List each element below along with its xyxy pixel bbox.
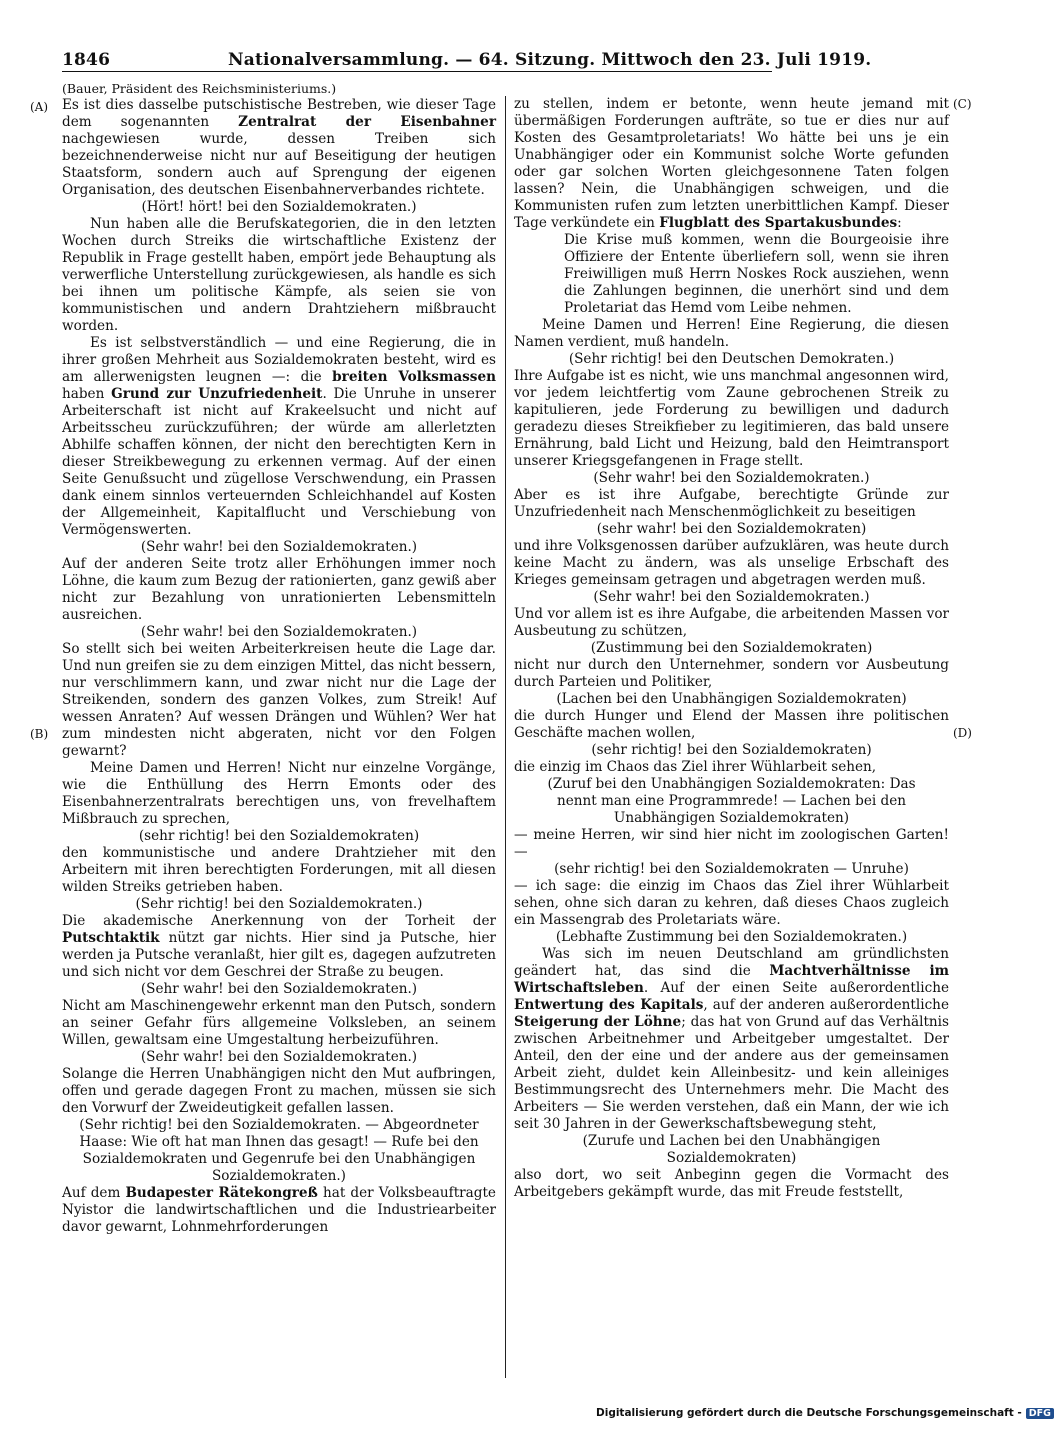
paragraph: Was sich im neuen Deutschland am gründlichsten geändert hat, das sind die Machtverhältnisse im Wirtschaftsleben. Auf der einen Seite außerordentliche Entwertung des Kapitals, auf der anderen außerordentliche Steigerung der Löhne; das hat von Grund auf das Verhältnis zwischen Arbeitnehmer und Arbeitgeber umgestaltet. Der Anteil, den der eine und der andere aus der gemeinsamen Arbeit zieht, duldet kein Alleinbesitz- und kein alleiniges Bestimmungsrecht des Unternehmers mehr. Die Macht des Arbeiters — Sie werden verstehen, daß ein Mann, der wie ich seit 30 Jahren in der Gewerkschaftsbewegung steht, [514,946,949,1132]
interjection: (Sehr wahr! bei den Sozialdemokraten.) [140,1049,418,1065]
paragraph: Es ist dies dasselbe putschistische Bestreben, wie dieser Tage dem sogenannten Zentralrat der Eisenbahner nachgewiesen wurde, dessen Treiben sich bezeichnenderweise nicht nur auf Beseitigung der heutigen Staatsform, sondern auch auf Sprengung der eigenen Organisation, des deutschen Eisenbahnerverbandes richtete. [62,97,496,198]
interjection: (Zurufe und Lachen bei den Unabhängigen Sozialdemokraten) [582,1133,881,1166]
paragraph: Meine Damen und Herren! Nicht nur einzelne Vorgänge, wie die Enthüllung des Herrn Emonts oder des Eisenbahnerzentralrats berechtigen uns, von frevelhaftem Mißbrauch zu sprechen, [62,760,496,827]
paragraph: Nun haben alle die Berufskategorien, die in den letzten Wochen durch Streiks die wirtschaftliche Existenz der Republik in Frage gestellt haben, empört jede Behauptung als verwerfliche Unterstellung zurückgewiesen, als handle es sich bei ihnen um politische Kämpfe, als seien sie von kommunistischen und andern Drahtziehern mißbraucht worden. [62,216,496,334]
interjection: (Sehr richtig! bei den Deutschen Demokraten.) [568,351,895,367]
paragraph: So stellt sich bei weiten Arbeiterkreisen heute die Lage dar. Und nun greifen sie zu dem einzigen Mittel, das nicht bessern, nur verschlimmern kann, und zwar nicht nur die Lage der Streikenden, sondern des ganzen Volkes, zum Streik! Auf wessen Anraten? Auf wessen Drängen und Wühlen? Wer hat zum mindesten nicht abgeraten, nicht vor den Folgen gewarnt? [62,641,496,759]
interjection: (Sehr richtig! bei den Sozialdemokraten.) [135,896,423,912]
paragraph: — meine Herren, wir sind hier nicht im zoologischen Garten! — [514,827,949,860]
header-rule [62,71,772,72]
dfg-logo: DFG [1026,1408,1054,1419]
paragraph: Die akademische Anerkennung von der Torheit der Putschtaktik nützt gar nichts. Hier sind ja Putsche, hier werden ja Putsche veranlaßt, hier gilt es, dagegen aufzutreten und sich nicht vor dem Geschrei der Straße zu beugen. [62,913,496,980]
paragraph: Es ist selbstverständlich — und eine Regierung, die in ihrer großen Mehrheit aus Sozialdemokraten besteht, wird es am allerwenigsten leugnen —: die breiten Volksmassen haben Grund zur Unzufriedenheit. Die Unruhe in unserer Arbeiterschaft ist nicht auf Krakeelsucht und nicht auf Arbeitsscheu zurückzuführen; der würde am allerletzten Abhilfe schaffen können, der nicht den berechtigten Kern in dieser Streikbewegung zu erkennen vermag. Auf der einen Seite Genußsucht und zügellose Verschwendung, ein Prassen dank einem sinnlos verteuernden Schleichhandel auf Kosten der Allgemeinheit, Kapitalflucht und Verschiebung von Vermögenswerten. [62,335,496,538]
interjection: (Zuruf bei den Unabhängigen Sozialdemokraten: Das nennt man eine Programmrede! — Lachen bei den Unabhängigen Sozialdemokraten) [547,776,916,826]
paragraph: Aber es ist ihre Aufgabe, berechtigte Gründe zur Unzufriedenheit nach Menschenmöglichkeit zu beseitigen [514,487,949,520]
left-column [62,80,496,1236]
speaker-note: (Bauer, Präsident des Reichsministeriums.) [62,81,337,96]
interjection: (Sehr wahr! bei den Sozialdemokraten.) [140,624,418,640]
paragraph: also dort, wo seit Anbeginn gegen die Vormacht des Arbeitgebers gekämpft wurde, das mit Freude feststellt, [514,1167,949,1200]
paragraph: Meine Damen und Herren! Eine Regierung, die diesen Namen verdient, muß handeln. [514,317,949,350]
paragraph: zu stellen, indem er betonte, wenn heute jemand mit übermäßigen Forderungen aufträte, so tue er dies nur auf Kosten des Gesamtproletariats! Wo hätte bei uns je ein Unabhängiger oder ein Kommunist solche Worte gefunden oder gar solchen Worten gleichgesonnene Taten folgen lassen? Nein, die Unabhängigen schweigen, und die Kommunisten rufen zum letzten unerbittlichen Kampf. Dieser Tage verkündete ein Flugblatt des Spartakusbundes: [514,96,949,231]
margin-mark-a: (A) [30,100,49,114]
interjection: (Zustimmung bei den Sozialdemokraten) [590,640,873,656]
margin-mark-d: (D) [953,726,972,740]
paragraph: Auf der anderen Seite trotz aller Erhöhungen immer noch Löhne, die kaum zum Bezug der rationierten, ganz gewiß aber nicht zur Bezahlung von unrationierten Lebensmitteln ausreichen. [62,556,496,623]
footer-text: Digitalisierung gefördert durch die Deutsche Forschungsgemeinschaft - [596,1407,1022,1419]
paragraph: Solange die Herren Unabhängigen nicht den Mut aufbringen, offen und gerade dagegen Front zu machen, müssen sie sich den Vorwurf der Zweideutigkeit gefallen lassen. [62,1066,496,1116]
interjection: (Lebhafte Zustimmung bei den Sozialdemokraten.) [555,929,908,945]
interjection: (Sehr wahr! bei den Sozialdemokraten.) [593,589,870,605]
paragraph: die durch Hunger und Elend der Massen ihre politischen Geschäfte machen wollen, [514,708,949,741]
interjection: (sehr richtig! bei den Sozialdemokraten) [591,742,872,758]
paragraph: und ihre Volksgenossen darüber aufzuklären, was heute durch keine Macht zu ändern, was als unselige Erbschaft des Krieges gemeinsam getragen und abgetragen werden muß. [514,538,949,588]
paragraph: Auf dem Budapester Rätekongreß hat der Volksbeauftragte Nyistor die landwirtschaftlichen und die Industriearbeiter davor gewarnt, Lohnmehrforderungen [62,1185,496,1235]
interjection: (sehr richtig! bei den Sozialdemokraten) [138,828,420,844]
margin-mark-b: (B) [30,727,49,741]
interjection: (Sehr wahr! bei den Sozialdemokraten.) [140,981,418,997]
paragraph: — ich sage: die einzig im Chaos das Ziel ihrer Wühlarbeit sehen, ohne sich daran zu kehren, daß dieses Chaos zugleich ein Massengrab des Proletariats wäre. [514,878,949,928]
interjection: (sehr richtig! bei den Sozialdemokraten — Unruhe) [554,861,909,877]
footer-credit [596,1407,1051,1423]
page-header [62,50,872,72]
margin-mark-c: (C) [953,97,972,111]
paragraph: nicht nur durch den Unternehmer, sondern vor Ausbeutung durch Parteien und Politiker, [514,657,949,690]
block-quote: Die Krise muß kommen, wenn die Bourgeoisie ihre Offiziere der Entente überliefern soll, wenn sie ihren Freiwilligen muß Herrn Noskes Rock ausziehen, wenn die Zahlungen beginnen, die unerhört sind und dem Proletariat das Hemd vom Leibe nehmen. [564,232,949,316]
page-number: 1846 [62,50,111,70]
paragraph: die einzig im Chaos das Ziel ihrer Wühlarbeit sehen, [514,759,877,775]
paragraph: Und vor allem ist es ihre Aufgabe, die arbeitenden Massen vor Ausbeutung zu schützen, [514,606,949,639]
interjection: (Hört! hört! bei den Sozialdemokraten.) [141,199,417,215]
interjection: (Lachen bei den Unabhängigen Sozialdemokraten) [556,691,907,707]
paragraph: den kommunistische und andere Drahtzieher mit den Arbeitern mit ihren berechtigten Forderungen, mit all diesen wilden Streiks getrieben haben. [62,845,496,895]
interjection: (Sehr wahr! bei den Sozialdemokraten.) [140,539,418,555]
paragraph: Nicht am Maschinengewehr erkennt man den Putsch, sondern an seiner Gefahr fürs allgemeine Volksleben, an seinem Willen, gewaltsam eine Umgestaltung herbeizuführen. [62,998,496,1048]
right-column [514,96,949,1201]
interjection: (sehr wahr! bei den Sozialdemokraten) [596,521,867,537]
column-divider [505,96,506,1378]
interjection: (Sehr richtig! bei den Sozialdemokraten. — Abgeordneter Haase: Wie oft hat man Ihnen das gesagt! — Rufe bei den Sozialdemokraten und Gegenrufe bei den Unabhängigen Sozialdemokraten.) [79,1117,479,1184]
paragraph: Ihre Aufgabe ist es nicht, wie uns manchmal angesonnen wird, vor jedem leichtfertig vom Zaune gebrochenen Streik zu kapitulieren, jede Forderung zu bewilligen und dadurch geradezu dieses Streikfieber zu legitimieren, das bald unsere Ernährung, bald Licht und Heizung, bald den Heimtransport unserer Kriegsgefangenen in Frage stellt. [514,368,949,469]
running-title: Nationalversammlung. — 64. Sitzung. Mittwoch den 23. Juli 1919. [228,50,872,70]
interjection: (Sehr wahr! bei den Sozialdemokraten.) [593,470,870,486]
